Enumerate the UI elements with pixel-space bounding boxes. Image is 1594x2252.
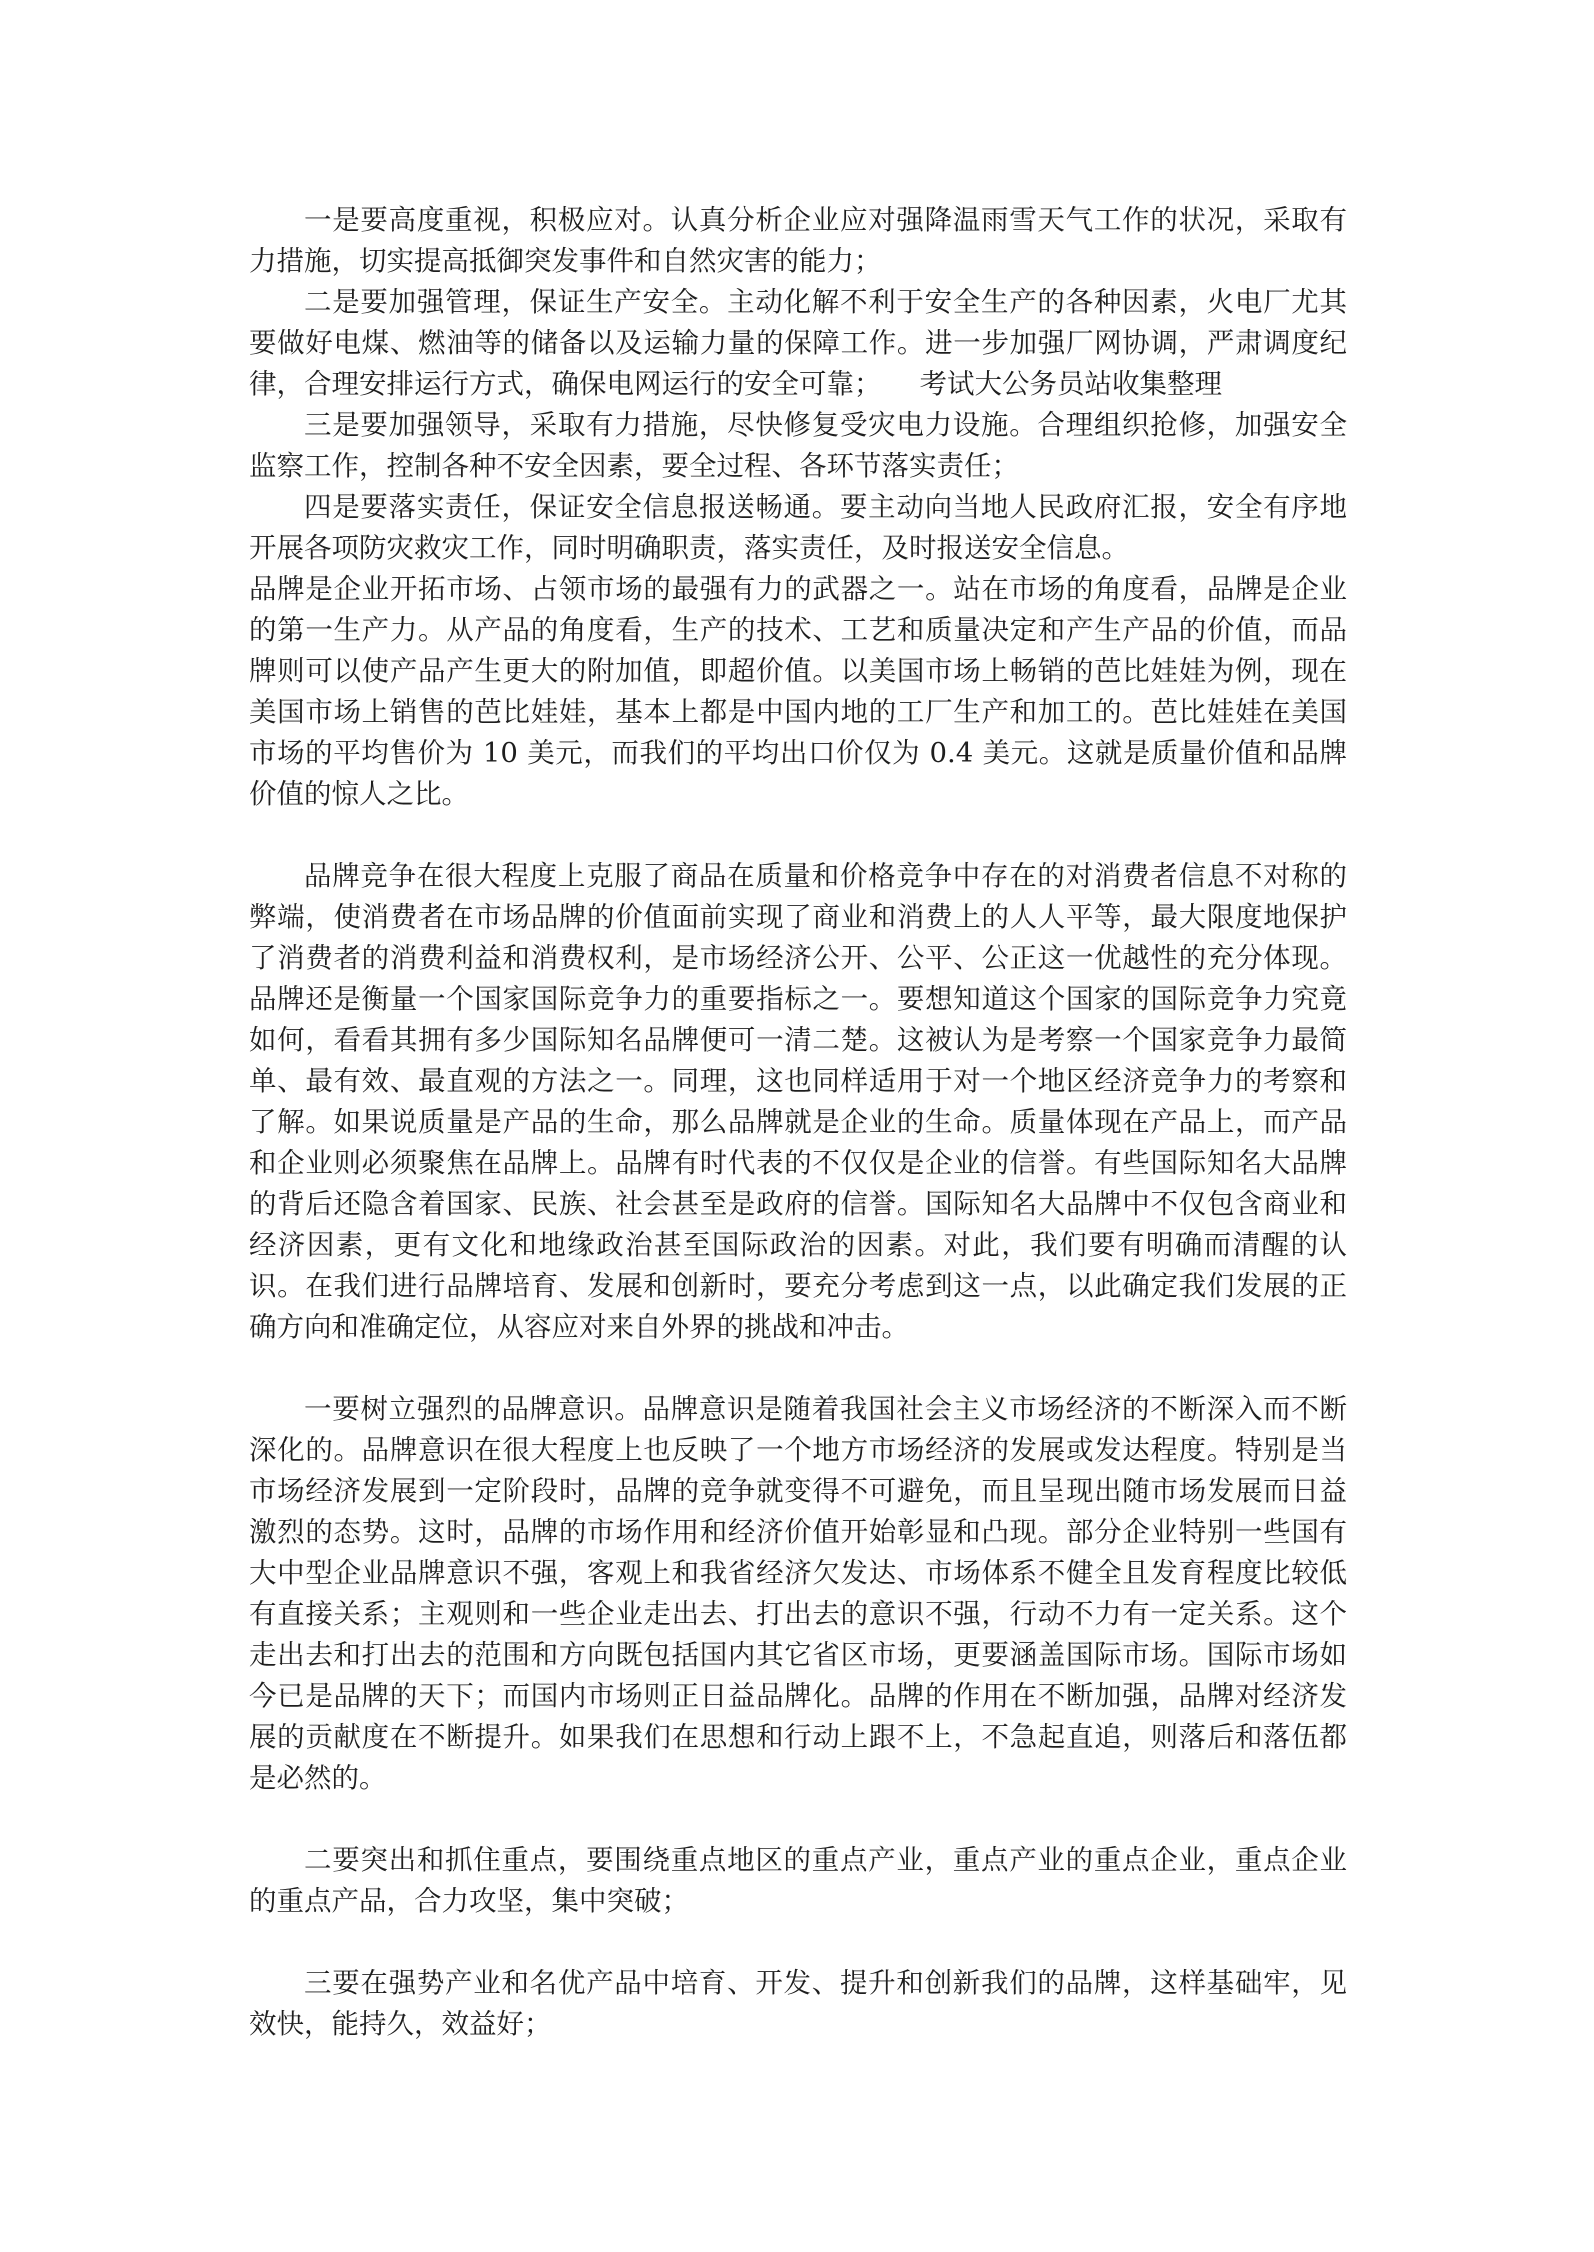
- paragraph-7: [249, 1389, 1347, 1799]
- paragraph-3-text: 三是要加强领导，采取有力措施，尽快修复受灾电力设施。合理组织抢修，加强安全监察工作，控制各种不安全因素，要全过程、各环节落实责任；: [249, 409, 1347, 482]
- paragraph-2-text: 二是要加强管理，保证生产安全。主动化解不利于安全生产的各种因素，火电厂尤其要做好电煤、燃油等的储备以及运输力量的保障工作。进一步加强厂网协调，严肃调度纪律，合理安排运行方式，确保电网运行的安全可靠；: [249, 286, 1347, 400]
- paragraph-9: [249, 1963, 1347, 2045]
- paragraph-1: [249, 200, 1347, 282]
- paragraph-5: [249, 569, 1347, 815]
- paragraph-3: [249, 405, 1347, 487]
- paragraph-6: [249, 856, 1347, 1348]
- paragraph-6-text: 品牌竞争在很大程度上克服了商品在质量和价格竞争中存在的对消费者信息不对称的弊端，使消费者在市场品牌的价值面前实现了商业和消费上的人人平等，最大限度地保护了消费者的消费利益和消费权利，是市场经济公开、公平、公正这一优越性的充分体现。品牌还是衡量一个国家国际竞争力的重要指标之一。要想知道这个国家的国际竞争力究竟如何，看看其拥有多少国际知名品牌便可一清二楚。这被认为是考察一个国家竞争力最简单、最有效、最直观的方法之一。同理，这也同样适用于对一个地区经济竞争力的考察和了解。如果说质量是产品的生命，那么品牌就是企业的生命。质量体现在产品上，而产品和企业则必须聚焦在品牌上。品牌有时代表的不仅仅是企业的信誉。有些国际知名大品牌的背后还隐含着国家、民族、社会甚至是政府的信誉。国际知名大品牌中不仅包含商业和经济因素，更有文化和地缘政治甚至国际政治的因素。对此，我们要有明确而清醒的认识。在我们进行品牌培育、发展和创新时，要充分考虑到这一点，以此确定我们发展的正确方向和准确定位，从容应对来自外界的挑战和冲击。: [249, 860, 1347, 1343]
- paragraph-5-text: 品牌是企业开拓市场、占领市场的最强有力的武器之一。站在市场的角度看，品牌是企业的第一生产力。从产品的角度看，生产的技术、工艺和质量决定和产生产品的价值，而品牌则可以使产品产生更大的附加值，即超价值。以美国市场上畅销的芭比娃娃为例，现在美国市场上销售的芭比娃娃，基本上都是中国内地的工厂生产和加工的。芭比娃娃在美国市场的平均售价为 10 美元，而我们的平均出口价仅为 0.4 美元。这就是质量价值和品牌价值的惊人之比。: [249, 573, 1347, 810]
- document-body: [249, 200, 1347, 2045]
- paragraph-4: [249, 487, 1347, 569]
- paragraph-8: [249, 1840, 1347, 1922]
- paragraph-9-text: 三要在强势产业和名优产品中培育、开发、提升和创新我们的品牌，这样基础牢，见效快，能持久，效益好；: [249, 1967, 1347, 2040]
- source-note: 考试大公务员站收集整理: [919, 368, 1222, 400]
- paragraph-7-text: 一要树立强烈的品牌意识。品牌意识是随着我国社会主义市场经济的不断深入而不断深化的。品牌意识在很大程度上也反映了一个地方市场经济的发展或发达程度。特别是当市场经济发展到一定阶段时，品牌的竞争就变得不可避免，而且呈现出随市场发展而日益激烈的态势。这时，品牌的市场作用和经济价值开始彰显和凸现。部分企业特别一些国有大中型企业品牌意识不强，客观上和我省经济欠发达、市场体系不健全且发育程度比较低有直接关系；主观则和一些企业走出去、打出去的意识不强，行动不力有一定关系。这个走出去和打出去的范围和方向既包括国内其它省区市场，更要涵盖国际市场。国际市场如今已是品牌的天下；而国内市场则正日益品牌化。品牌的作用在不断加强，品牌对经济发展的贡献度在不断提升。如果我们在思想和行动上跟不上，不急起直追，则落后和落伍都是必然的。: [249, 1393, 1347, 1794]
- paragraph-8-text: 二要突出和抓住重点，要围绕重点地区的重点产业，重点产业的重点企业，重点企业的重点产品，合力攻坚，集中突破；: [249, 1844, 1347, 1917]
- paragraph-1-text: 一是要高度重视，积极应对。认真分析企业应对强降温雨雪天气工作的状况，采取有力措施，切实提高抵御突发事件和自然灾害的能力；: [249, 204, 1347, 277]
- paragraph-4-text: 四是要落实责任，保证安全信息报送畅通。要主动向当地人民政府汇报，安全有序地开展各项防灾救灾工作，同时明确职责，落实责任，及时报送安全信息。: [249, 491, 1347, 564]
- paragraph-2: [249, 282, 1347, 405]
